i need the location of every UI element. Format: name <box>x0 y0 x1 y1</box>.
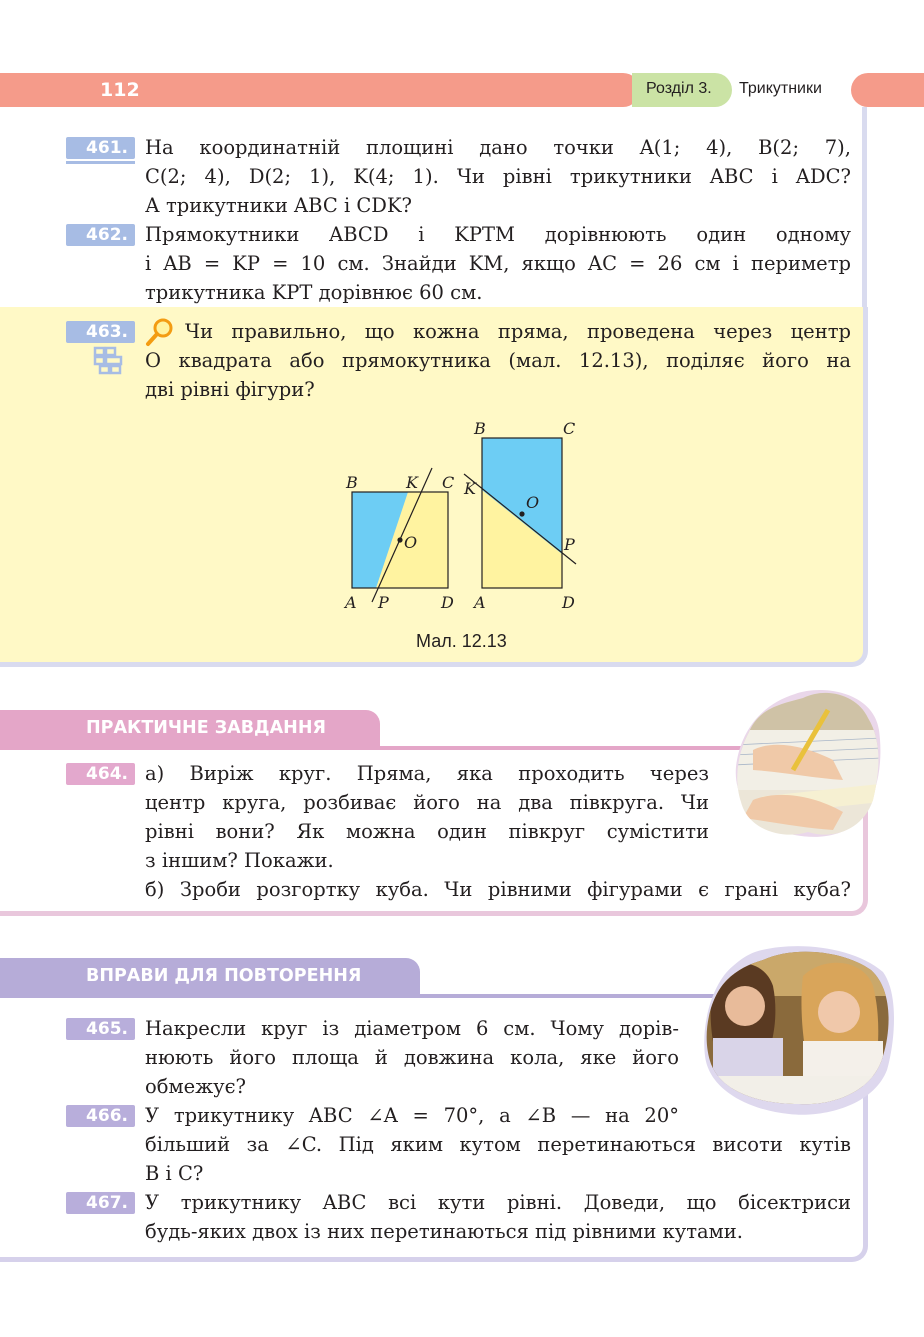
problem-number-466: 466. <box>66 1105 135 1127</box>
problem-464-line-1: а) Виріж круг. Пряма, яка проходить через <box>145 762 709 785</box>
section-label: Трикутники <box>739 80 822 97</box>
problem-462-line-2: і AB = KP = 10 см. Знайди KM, якщо AC = 26 см і периметр <box>145 252 851 275</box>
problem-466-line-2: більший за ∠C. Під яким кутом перетинаються висоти кутів <box>145 1133 851 1156</box>
label-rect-b: B <box>474 419 486 438</box>
figure-caption: Мал. 12.13 <box>416 631 507 651</box>
problem-461-line-3: А трикутники ABC і CDK? <box>145 194 412 217</box>
problem-467-line-2: будь-яких двох із них перетинаються під рівними кутами. <box>145 1220 743 1243</box>
problem-464-line-b: б) Зроби розгортку куба. Чи рівними фігурами є грані куба? <box>145 878 851 901</box>
problem-number-464: 464. <box>66 763 135 785</box>
problem-462-line-1: Прямокутники ABCD і KPTM дорівнюють один одному <box>145 223 851 246</box>
label-square-p: P <box>378 593 389 612</box>
problem-461-line-1: На координатній площині дано точки A(1; 4), B(2; 7), <box>145 136 851 159</box>
chapter-label: Розділ 3. <box>646 80 712 97</box>
problem-464-line-2: центр круга, розбиває його на два півкруга. Чи <box>145 791 709 814</box>
section-tab-practical: ПРАКТИЧНЕ ЗАВДАННЯ <box>0 710 380 746</box>
problem-number-462: 462. <box>66 224 135 246</box>
label-rect-a: A <box>474 593 486 612</box>
label-rect-o: O <box>526 493 540 512</box>
problem-463-line-2: O квадрата або прямокутника (мал. 12.13), поділяє його на <box>145 349 851 372</box>
problem-463-line-3: дві рівні фігури? <box>145 378 315 401</box>
photo-measuring <box>733 690 881 840</box>
problem-461-line-2: C(2; 4), D(2; 1), K(4; 1). Чи рівні трикутники ABC і ADC? <box>145 165 851 188</box>
badge-underline <box>66 161 135 164</box>
problem-463-line-1: Чи правильно, що кожна пряма, проведена через центр <box>185 320 851 343</box>
label-square-b: B <box>346 473 358 492</box>
rectangle-figure <box>463 419 576 612</box>
problem-number-463: 463. <box>66 321 135 343</box>
figure-12-13 <box>330 412 600 617</box>
problem-number-465: 465. <box>66 1018 135 1040</box>
problem-464-line-4: з іншим? Покажи. <box>145 849 334 872</box>
square-figure <box>343 468 454 612</box>
header-band-right <box>851 73 924 107</box>
label-square-a: A <box>345 593 357 612</box>
problem-number-467: 467. <box>66 1192 135 1214</box>
label-rect-c: C <box>563 419 576 438</box>
problem-465-line-3: обмежує? <box>145 1075 246 1098</box>
photo-students <box>703 946 895 1116</box>
label-square-o: O <box>404 533 418 552</box>
problem-466-line-1: У трикутнику ABC ∠A = 70°, а ∠B — на 20° <box>145 1104 679 1127</box>
page-number: 112 <box>100 79 140 101</box>
problem-465-line-1: Накресли круг із діаметром 6 см. Чому дорів- <box>145 1017 679 1040</box>
problem-number-461: 461. <box>66 137 135 159</box>
problem-467-line-1: У трикутнику ABC всі кути рівні. Доведи, що бісектриси <box>145 1191 851 1214</box>
header-band <box>0 73 640 107</box>
problem-465-line-2: нюють його площа й довжина кола, яке його <box>145 1046 679 1069</box>
label-square-k: K <box>406 473 418 492</box>
box-grid-icon <box>91 345 125 375</box>
section-tab-review: ВПРАВИ ДЛЯ ПОВТОРЕННЯ <box>0 958 420 994</box>
label-square-c: C <box>442 473 455 492</box>
page-frame <box>862 107 867 307</box>
problem-464-line-3: рівні вони? Як можна один півкруг сумістити <box>145 820 709 843</box>
label-rect-d: D <box>562 593 575 612</box>
problem-466-line-3: B і C? <box>145 1162 204 1185</box>
label-square-d: D <box>441 593 454 612</box>
label-rect-p: P <box>564 535 575 554</box>
problem-462-line-3: трикутника KPT дорівнює 60 см. <box>145 281 483 304</box>
label-rect-k: K <box>464 479 476 498</box>
